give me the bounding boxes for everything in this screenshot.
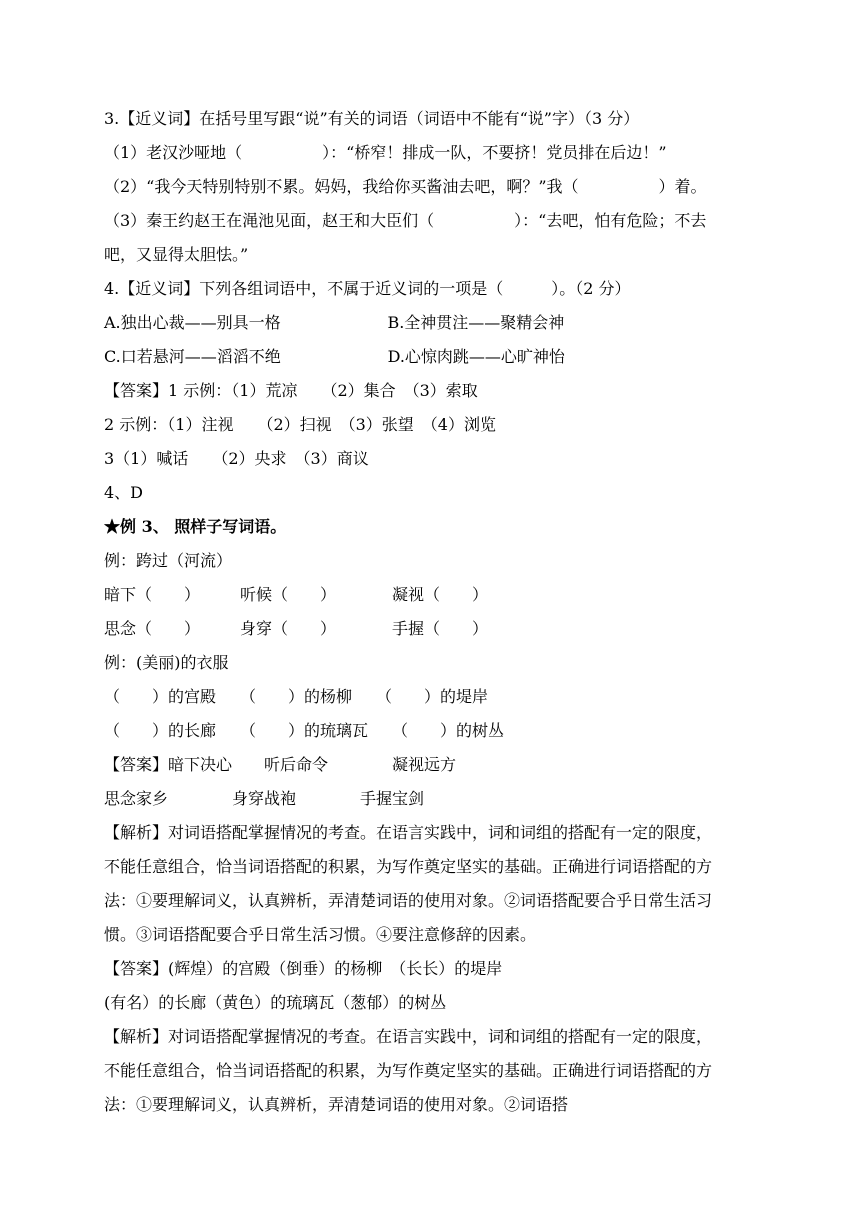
q3-heading: 3.【近义词】在括号里写跟“说”有关的词语（词语中不能有“说”字）（3 分） — [104, 109, 640, 128]
analysis-1-line-4: 惯。③词语搭配要合乎日常生活习惯。④要注意修辞的因素。 — [104, 925, 537, 944]
analysis-1-line-3: 法：①要理解词义，认真辨析，弄清楚词语的使用对象。②词语搭配要合乎日常生活习 — [104, 891, 713, 910]
example-3-heading: ★例 3、 照样子写词语。 — [104, 517, 287, 536]
analysis-1-line-1: 【解析】对词语搭配掌握情况的考查。在语言实践中，词和词组的搭配有一定的限度， — [104, 823, 713, 842]
q3-item-2: （2）“我今天特别特别不累。妈妈，我给你买酱油去吧，啊？”我（ ）着。 — [104, 177, 707, 196]
answer-adj-row-2: (有名）的长廊（黄色）的琉璃瓦（葱郁）的树丛 — [104, 993, 447, 1012]
q3-item-3: （3）秦王约赵王在渑池见面，赵王和大臣们（ ）：“去吧，怕有危险；不去 — [104, 211, 707, 230]
example-adj-noun: 例：(美丽)的衣服 — [104, 653, 229, 672]
answer-verb-row-2: 思念家乡 身穿战袍 手握宝剑 — [104, 789, 425, 808]
verb-blank-row-1: 暗下（ ） 听候（ ） 凝视（ ） — [104, 585, 489, 604]
answer-verb-row-1: 【答案】暗下决心 听后命令 凝视远方 — [104, 755, 457, 774]
q3-item-1: （1）老汉沙哑地（ ）：“桥窄！排成一队，不要挤！党员排在后边！” — [104, 143, 667, 162]
verb-blank-row-2: 思念（ ） 身穿（ ） 手握（ ） — [104, 619, 489, 638]
example-verb-object: 例：跨过（河流） — [104, 551, 233, 570]
q4-options-cd: C.口若悬河——滔滔不绝 D.心惊肉跳——心旷神怡 — [104, 347, 565, 366]
adj-blank-row-2: （ ）的长廊 （ ）的琉璃瓦 （ ）的树丛 — [104, 721, 505, 740]
answer-4: 4、D — [104, 483, 144, 502]
adj-blank-row-1: （ ）的宫殿 （ ）的杨柳 （ ）的堤岸 — [104, 687, 489, 706]
answer-2: 2 示例：（1）注视 （2）扫视 （3）张望 （4）浏览 — [104, 415, 496, 434]
q3-item-3-cont: 吧，又显得太胆怯。” — [104, 245, 249, 264]
answer-3: 3（1）喊话 （2）央求 （3）商议 — [104, 449, 369, 468]
analysis-2-line-3: 法：①要理解词义，认真辨析，弄清楚词语的使用对象。②词语搭 — [104, 1095, 569, 1114]
analysis-1-line-2: 不能任意组合，恰当词语搭配的积累，为写作奠定坚实的基础。正确进行词语搭配的方 — [104, 857, 713, 876]
analysis-2-line-2: 不能任意组合，恰当词语搭配的积累，为写作奠定坚实的基础。正确进行词语搭配的方 — [104, 1061, 713, 1080]
q4-options-ab: A.独出心裁——别具一格 B.全神贯注——聚精会神 — [104, 313, 565, 332]
answer-adj-row-1: 【答案】(辉煌）的宫殿（倒垂）的杨柳 （长长）的堤岸 — [104, 959, 503, 978]
q4-heading: 4.【近义词】下列各组词语中，不属于近义词的一项是（ ）。（2 分） — [104, 279, 631, 298]
answer-1: 【答案】1 示例：（1）荒凉 （2）集合 （3）索取 — [104, 381, 478, 400]
analysis-2-line-1: 【解析】对词语搭配掌握情况的考查。在语言实践中，词和词组的搭配有一定的限度， — [104, 1027, 713, 1046]
